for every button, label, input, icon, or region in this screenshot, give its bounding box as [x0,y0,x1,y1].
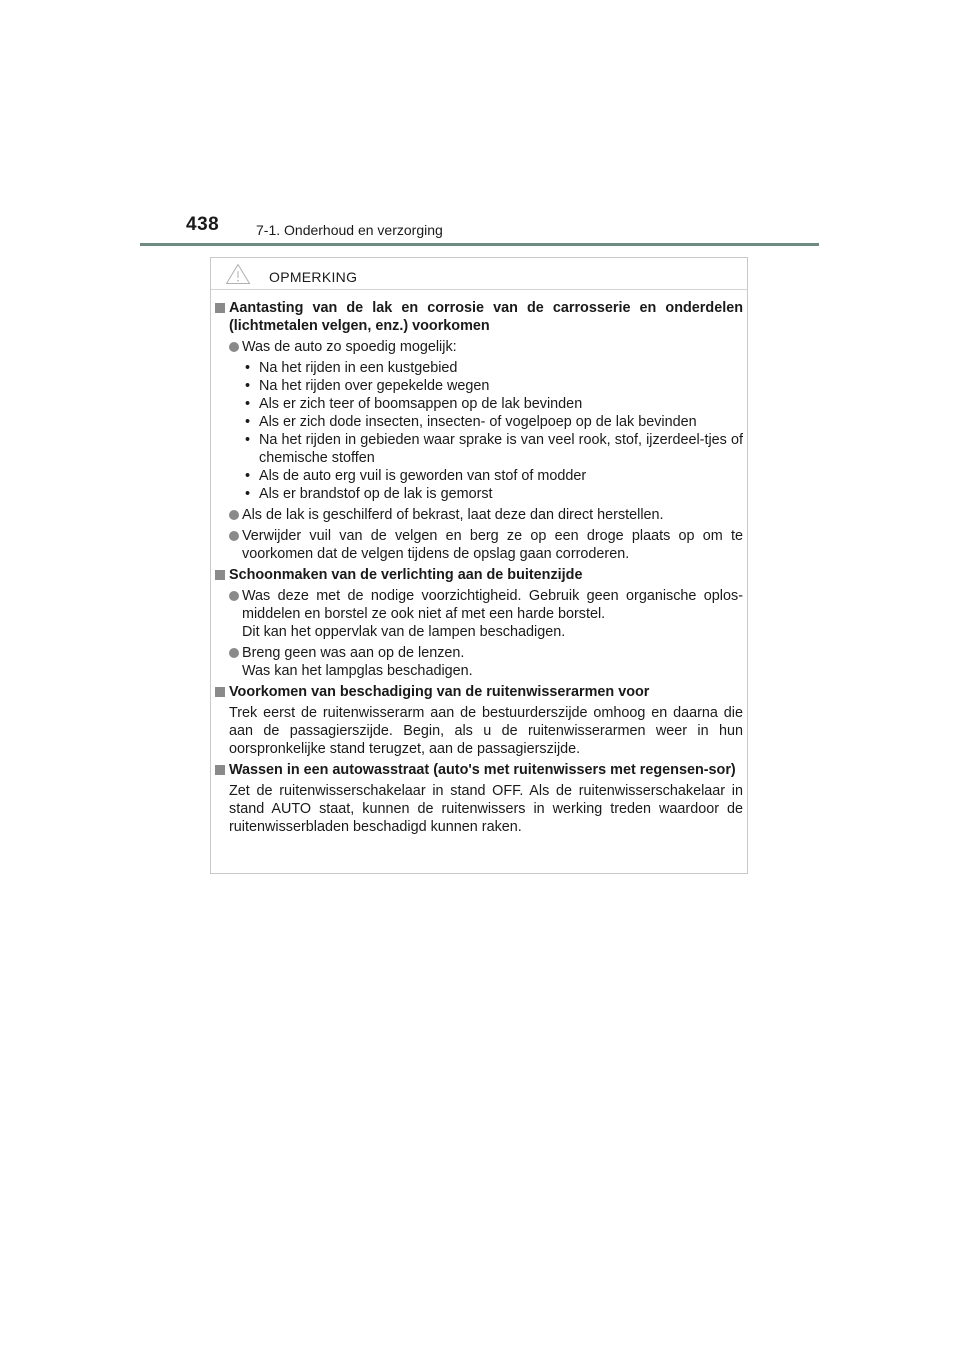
bullet-item: • Na het rijden in gebieden waar sprake is van veel rook, stof, ijzerdeel-tjes of chemische stoffen [215,431,743,467]
item-note: Was kan het lampglas beschadigen. [242,663,473,679]
bullet-item: • Als de auto erg vuil is geworden van stof of modder [215,467,743,485]
bullet-item: • Als er zich dode insecten, insecten- of vogelpoep op de lak bevinden [215,413,743,431]
section-heading: Wassen in een autowasstraat (auto's met ruitenwissers met regensen-sor) [215,761,743,779]
notice-box [210,257,748,874]
list-item: Verwijder vuil van de velgen en berg ze op een droge plaats op om te voorkomen dat de velgen tijdens de opslag gaan corroderen. [215,527,743,563]
section-paragraph: Trek eerst de ruitenwisserarm aan de bestuurderszijde omhoog en daarna die aan de passagierszijde. Begin, als u de ruitenwisserarmen weer in hun oorspronkelijke stand terugzet, aan de passagierszijde. [229,705,743,757]
list-item: Als de lak is geschilferd of bekrast, laat deze dan direct herstellen. [215,506,743,524]
notice-header [225,263,625,285]
warning-triangle-icon [225,263,251,285]
bullet-item: • Als er brandstof op de lak is gemorst [215,485,743,503]
item-text: Was deze met de nodige voorzichtigheid. Gebruik geen organische oplos-middelen en borstel ze ook niet af met een harde borstel. [242,588,743,622]
item-note: Dit kan het oppervlak van de lampen beschadigen. [242,624,566,640]
section-heading: Schoonmaken van de verlichting aan de buitenzijde [215,566,743,584]
bullet-list [215,359,743,503]
item-text: Breng geen was aan op de lenzen. [242,645,465,661]
page-number: 438 [186,214,220,235]
notice-title: OPMERKING [269,269,358,285]
list-item [215,587,743,641]
header-rule [140,243,819,246]
page-header [186,214,826,244]
notice-content [215,299,743,839]
bullet-item: • Als er zich teer of boomsappen op de lak bevinden [215,395,743,413]
section-title: 7-1. Onderhoud en verzorging [256,222,443,238]
list-item: Was de auto zo spoedig mogelijk: [215,338,743,356]
bullet-item: • Na het rijden over gepekelde wegen [215,377,743,395]
section-heading: Aantasting van de lak en corrosie van de carrosserie en onderdelen (lichtmetalen velgen, enz.) voorkomen [215,299,743,335]
notice-rule [211,289,747,290]
bullet-item: • Na het rijden in een kustgebied [215,359,743,377]
list-item [215,644,743,680]
section-paragraph: Zet de ruitenwisserschakelaar in stand OFF. Als de ruitenwisserschakelaar in stand AUTO staat, kunnen de ruitenwissers in werking treden waardoor de ruitenwisserbladen beschadigd kunnen raken. [229,783,743,835]
section-heading: Voorkomen van beschadiging van de ruitenwisserarmen voor [215,683,743,701]
